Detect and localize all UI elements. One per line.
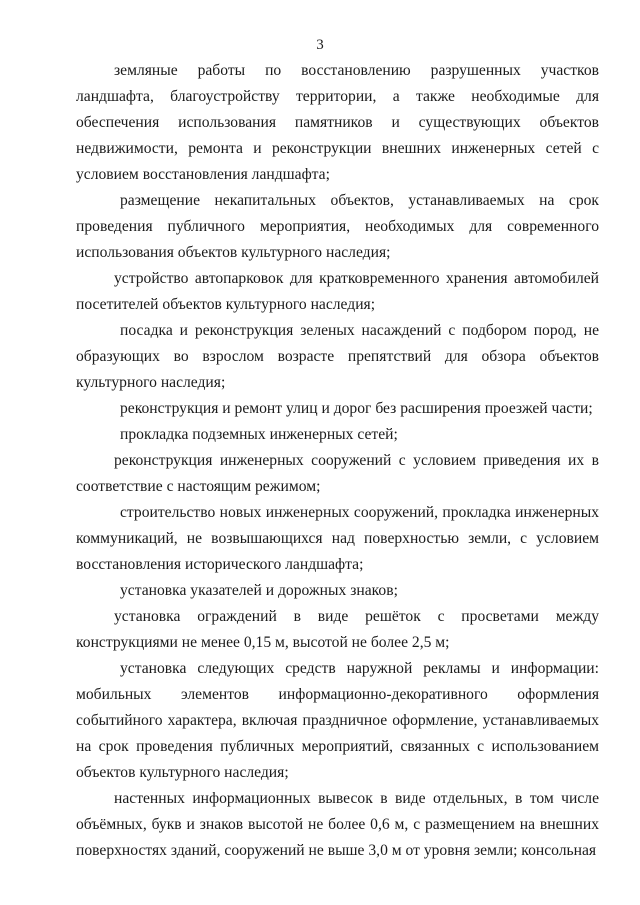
paragraph-engineering-reconstruction: реконструкция инженерных сооружений с условием приведения их в соответствие с настоящим режимом; bbox=[76, 452, 599, 495]
paragraph-earthworks: земляные работы по восстановлению разрушенных участков ландшафта, благоустройству территории, а также необходимые для обеспечения использования памятников и существующих объектов недвижимости, ремонта и реконструкции внешних инженерных сетей с условием восстановления ландшафта; bbox=[76, 62, 599, 183]
page-number: 3 bbox=[316, 37, 324, 53]
document-body bbox=[76, 58, 599, 864]
paragraph-new-construction: строительство новых инженерных сооружений, прокладка инженерных коммуникаций, не возвышающихся над поверхностью земли, с условием восстановления исторического ландшафта; bbox=[76, 504, 599, 573]
paragraph-advertising: установка следующих средств наружной рекламы и информации: мобильных элементов информационно-декоративного оформления событийного характера, включая праздничное оформление, устанавливаемых на срок проведения публичных мероприятий, связанных с использованием объектов культурного наследия; bbox=[76, 660, 599, 781]
paragraph-road-repair: реконструкция и ремонт улиц и дорог без расширения проезжей части; bbox=[120, 400, 593, 417]
paragraph-temporary-objects: размещение некапитальных объектов, устанавливаемых на срок проведения публичного мероприятия, необходимых для современного использования объектов культурного наследия; bbox=[76, 192, 599, 261]
paragraph-fences: установка ограждений в виде решёток с просветами между конструкциями не менее 0,15 м, высотой не более 2,5 м; bbox=[76, 608, 599, 651]
paragraph-road-signs: установка указателей и дорожных знаков; bbox=[120, 582, 398, 599]
paragraph-underground-networks: прокладка подземных инженерных сетей; bbox=[120, 426, 398, 443]
paragraph-parking: устройство автопарковок для кратковременного хранения автомобилей посетителей объектов культурного наследия; bbox=[76, 270, 599, 313]
paragraph-planting: посадка и реконструкция зеленых насаждений с подбором пород, не образующих во взрослом возрасте препятствий для обзора объектов культурного наследия; bbox=[76, 322, 599, 391]
paragraph-wall-signs: настенных информационных вывесок в виде отдельных, в том числе объёмных, букв и знаков высотой не более 0,6 м, с размещением на внешних поверхностях зданий, сооружений не выше 3,0 м от уровня земли; консольная bbox=[76, 790, 599, 859]
